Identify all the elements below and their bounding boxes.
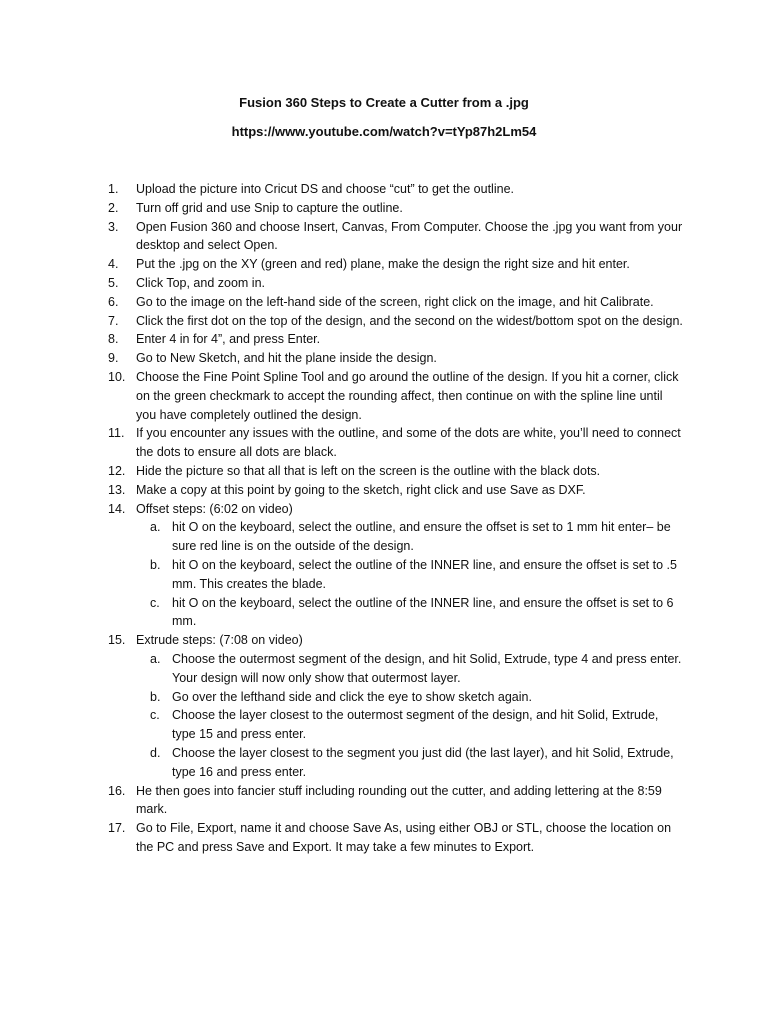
substep-letter: a. [150, 520, 161, 535]
list-item [104, 312, 684, 331]
step-number: 6. [108, 294, 119, 309]
list-item [104, 782, 684, 820]
step-number: 9. [108, 351, 119, 366]
steps-list [104, 180, 684, 857]
list-item [150, 556, 684, 594]
extrude-substeps [104, 650, 684, 782]
step-text: He then goes into fancier stuff including rounding out the cutter, and adding lettering at the 8:59 mark. [136, 783, 662, 817]
step-text: Open Fusion 360 and choose Insert, Canvas, From Computer. Choose the .jpg you want from your desktop and select Open. [136, 219, 683, 253]
step-number: 15. [108, 633, 126, 648]
step-text: Go to New Sketch, and hit the plane inside the design. [136, 351, 437, 366]
list-item [104, 330, 684, 349]
step-text: If you encounter any issues with the outline, and some of the dots are white, you’ll need to connect the dots to ensure all dots are black. [136, 426, 681, 460]
substep-text: hit O on the keyboard, select the outline, and ensure the offset is set to 1 mm hit enter– be sure red line is on the outside of the design. [172, 520, 671, 554]
list-item [104, 199, 684, 218]
substep-letter: b. [150, 689, 161, 704]
substep-text: Choose the outermost segment of the design, and hit Solid, Extrude, type 4 and press enter. Your design will now only show that outermost layer. [172, 651, 682, 685]
step-number: 14. [108, 501, 126, 516]
substep-letter: c. [150, 708, 160, 723]
step-number: 1. [108, 182, 119, 196]
step-text: Choose the Fine Point Spline Tool and go around the outline of the design. If you hit a corner, click on the green checkmark to accept the rounding affect, then continue on with the spline line until you have completely outlined the design. [136, 369, 679, 422]
list-item [104, 631, 684, 650]
list-item [104, 255, 684, 274]
list-item [104, 218, 684, 256]
offset-substeps [104, 518, 684, 631]
document-title: Fusion 360 Steps to Create a Cutter from a .jpg [239, 95, 529, 110]
step-number: 2. [108, 200, 119, 215]
step-number: 3. [108, 219, 119, 234]
substep-text: hit O on the keyboard, select the outline of the INNER line, and ensure the offset is set to 6 mm. [172, 595, 674, 629]
step-number: 16. [108, 783, 126, 798]
list-item [104, 180, 684, 199]
step-text: Go to the image on the left-hand side of the screen, right click on the image, and hit Calibrate. [136, 294, 654, 309]
step-number: 8. [108, 332, 119, 347]
step-number: 7. [108, 313, 119, 328]
list-item [150, 744, 684, 782]
list-item [104, 819, 684, 857]
list-item [150, 650, 684, 688]
step-text: Click the first dot on the top of the design, and the second on the widest/bottom spot on the design. [136, 313, 683, 328]
list-item [150, 518, 684, 556]
step-text: Click Top, and zoom in. [136, 275, 265, 290]
step-number: 11. [108, 426, 125, 441]
substep-letter: a. [150, 651, 161, 666]
video-url: https://www.youtube.com/watch?v=tYp87h2Lm54 [231, 124, 537, 139]
list-item [104, 500, 684, 519]
list-item [104, 274, 684, 293]
step-text: Go to File, Export, name it and choose Save As, using either OBJ or STL, choose the location on the PC and press Save and Export. It may take a few minutes to Export. [136, 821, 672, 854]
step-text: Offset steps: (6:02 on video) [136, 501, 293, 516]
list-item [104, 424, 684, 462]
substep-letter: d. [150, 745, 161, 760]
step-number: 5. [108, 275, 119, 290]
step-number: 17. [108, 821, 126, 836]
step-number: 4. [108, 257, 119, 272]
step-number: 13. [108, 482, 126, 497]
list-item [104, 481, 684, 500]
list-item [104, 293, 684, 312]
step-text: Make a copy at this point by going to the sketch, right click and use Save as DXF. [136, 482, 586, 497]
substep-text: hit O on the keyboard, select the outline of the INNER line, and ensure the offset is set to .5 mm. This creates the blade. [172, 557, 677, 591]
step-text: Enter 4 in for 4”, and press Enter. [136, 332, 321, 347]
step-text: Put the .jpg on the XY (green and red) plane, make the design the right size and hit enter. [136, 257, 630, 272]
substep-text: Choose the layer closest to the outermost segment of the design, and hit Solid, Extrude, type 15 and press enter. [172, 708, 659, 742]
step-text: Hide the picture so that all that is left on the screen is the outline with the black dots. [136, 463, 601, 478]
substep-letter: b. [150, 557, 161, 572]
step-text: Upload the picture into Cricut DS and choose “cut” to get the outline. [136, 182, 514, 196]
step-text: Turn off grid and use Snip to capture the outline. [136, 200, 403, 215]
list-item [150, 688, 684, 707]
substep-text: Go over the lefthand side and click the eye to show sketch again. [172, 689, 532, 704]
list-item [104, 368, 684, 424]
list-item [104, 462, 684, 481]
step-number: 12. [108, 463, 126, 478]
step-number: 10. [108, 369, 126, 384]
list-item [150, 706, 684, 744]
list-item [104, 349, 684, 368]
substep-text: Choose the layer closest to the segment you just did (the last layer), and hit Solid, Extrude, type 16 and press enter. [172, 745, 674, 779]
step-text: Extrude steps: (7:08 on video) [136, 633, 303, 648]
substep-letter: c. [150, 595, 160, 610]
list-item [150, 594, 684, 632]
